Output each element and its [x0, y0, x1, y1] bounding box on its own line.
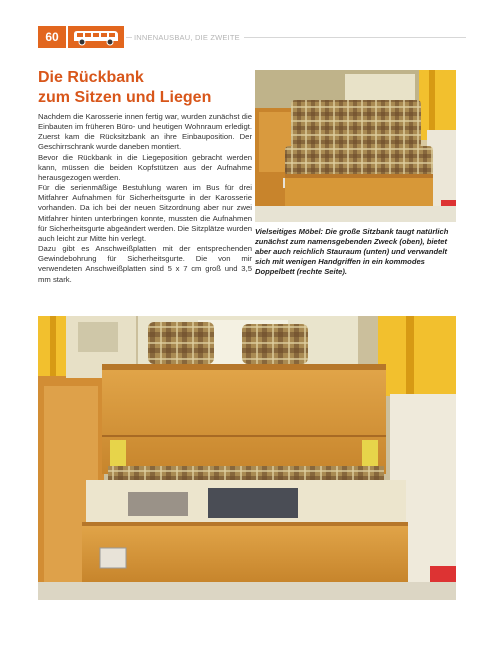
vw-bus-icon	[68, 26, 124, 48]
figure-caption: Vielseitiges Möbel: Die große Sitzbank taugt natürlich zunächst zum namensgebenden Zweck (oben), bietet aber auch reichlich Stauraum (unten) und verwandelt sich mit wenigen Handgriffen in ein kommodes Doppelbett (rechte Seite).	[255, 227, 449, 277]
page-number: 60	[38, 26, 66, 48]
article-body	[38, 112, 252, 285]
paragraph: Bevor die Rückbank in die Liegeposition gebracht werden kann, müssen die beiden Kopfstützen aus der Aufnahme herausgezogen werden.	[38, 152, 252, 182]
title-line-2: zum Sitzen und Liegen	[38, 89, 212, 106]
bench-photo-bottom	[38, 316, 456, 600]
section-title: INNENAUSBAU, DIE ZWEITE	[132, 33, 244, 42]
paragraph: Für die serienmäßige Bestuhlung waren im Bus für drei Mitfahrer Aufnahmen für Sicherheitsgurte in der Karosserie vorhanden. Da ich bei der neuen Sitzordnung aber nur zwei Mitfahrer hinten unterbringen konnte, mussten die Aufnahmen für Sicherheitsgurte abgeändert werden. Die Sitzplätze wurden auch leicht zur Mitte hin verlegt.	[38, 183, 252, 243]
title-line-1: Die Rückbank	[38, 69, 144, 86]
paragraph: Nachdem die Karosserie innen fertig war, wurden zunächst die Einbauten im früheren Büro- und heutigen Wohnraum erledigt. Zuerst kam die Rücksitzbank an ihre Einbauposition. Der Geschirrschrank wurde daneben montiert.	[38, 112, 252, 152]
paragraph: Dazu gibt es Anschweißplatten mit der entsprechenden Gewindebohrung für Sicherheitsgurte. Die von mir verwendeten Anschweißplatten sind 5 x 7 cm groß und 3,5 mm stark.	[38, 244, 252, 284]
bench-photo-top	[255, 70, 456, 222]
article-title	[38, 68, 258, 108]
